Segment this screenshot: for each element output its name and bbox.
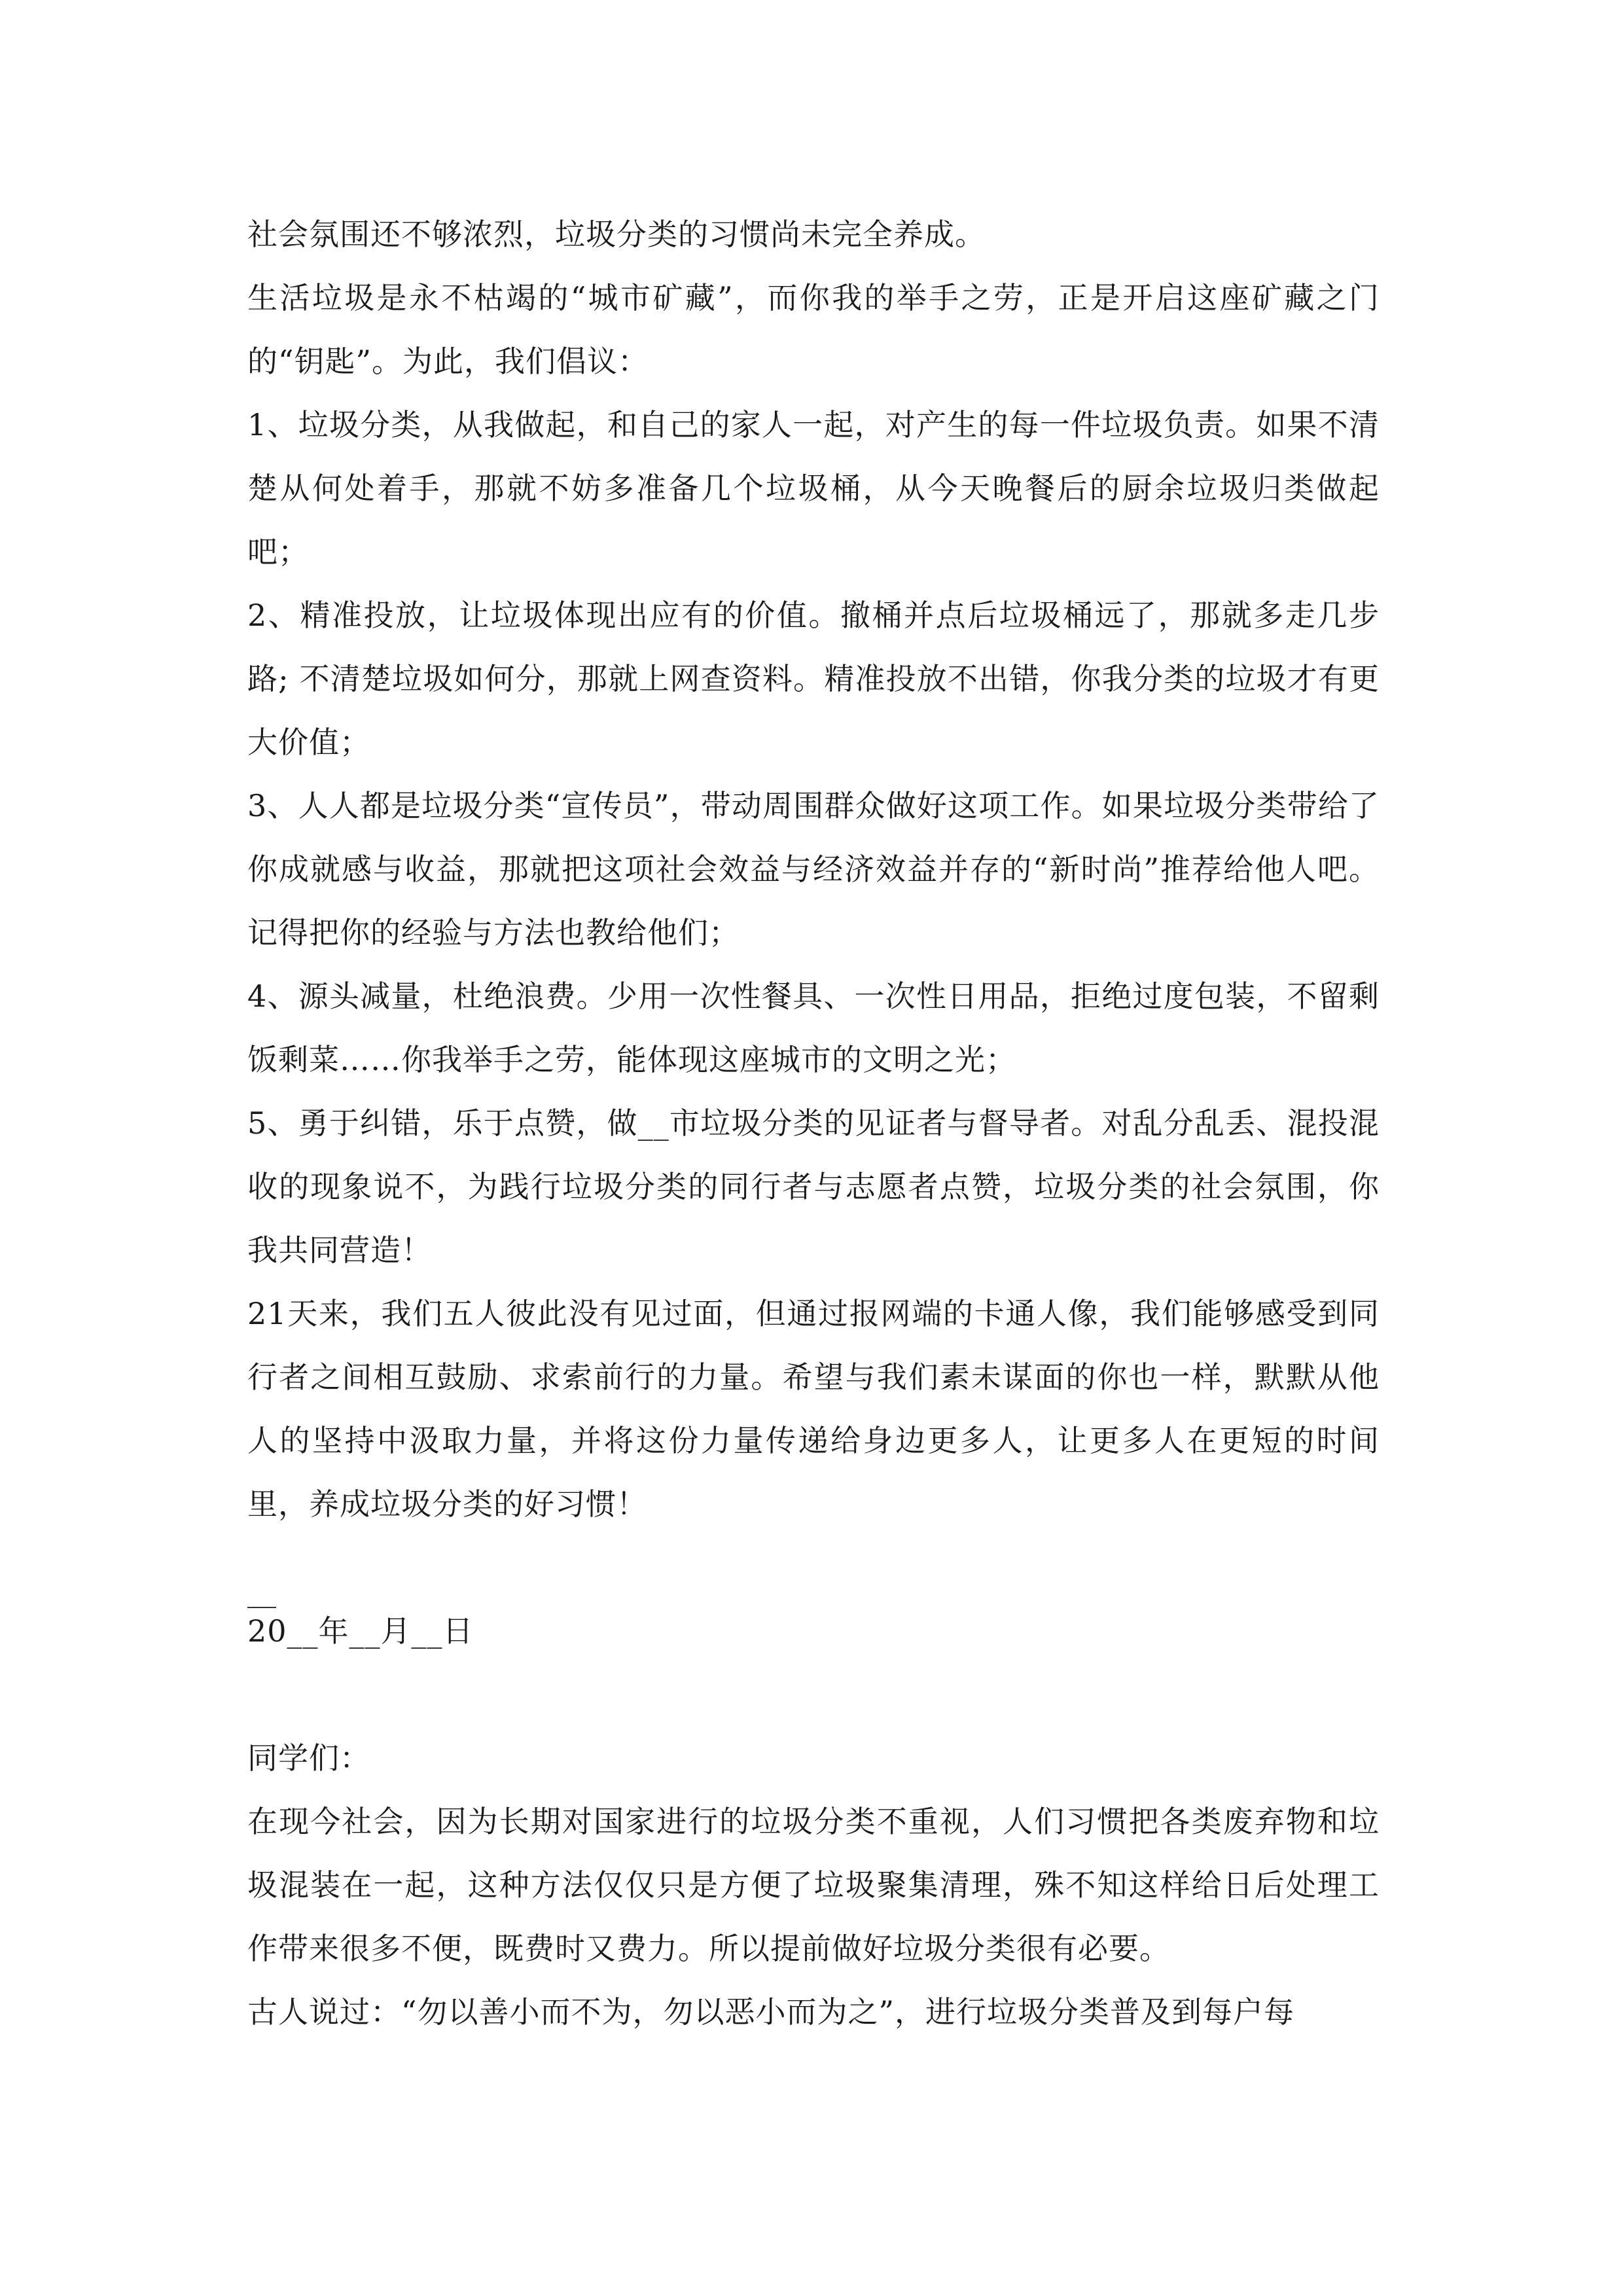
date-line: 20__年__月__日	[247, 1613, 474, 1649]
paragraph-city-mine: 生活垃圾是永不枯竭的“城市矿藏”，而你我的举手之劳，正是开启这座矿藏之门的“钥匙”。为此，我们倡议：	[247, 280, 1380, 379]
document-page	[247, 203, 1380, 2044]
paragraph-modern-society: 在现今社会，因为长期对国家进行的垃圾分类不重视，人们习惯把各类废弃物和垃圾混装在一起，这种方法仅仅只是方便了垃圾聚集清理，殊不知这样给日后处理工作带来很多不便，既费时又费力。所以提前做好垃圾分类很有必要。	[247, 1804, 1380, 1966]
paragraph-item-2: 2、精准投放，让垃圾体现出应有的价值。撤桶并点后垃圾桶远了，那就多走几步路; 不清楚垃圾如何分，那就上网查资料。精准投放不出错，你我分类的垃圾才有更大价值；	[247, 598, 1380, 760]
paragraph-item-1: 1、垃圾分类，从我做起，和自己的家人一起，对产生的每一件垃圾负责。如果不清楚从何处着手，那就不妨多准备几个垃圾桶，从今天晚餐后的厨余垃圾归类做起吧；	[247, 407, 1380, 569]
paragraph-item-5: 5、勇于纠错，乐于点赞，做__市垃圾分类的见证者与督导者。对乱分乱丢、混投混收的现象说不，为践行垃圾分类的同行者与志愿者点赞，垃圾分类的社会氛围，你我共同营造！	[247, 1105, 1380, 1268]
paragraph-item-3: 3、人人都是垃圾分类“宣传员”，带动周围群众做好这项工作。如果垃圾分类带给了你成就感与收益，那就把这项社会效益与经济效益并存的“新时尚”推荐给他人吧。记得把你的经验与方法也教给他们；	[247, 788, 1380, 950]
paragraph-item-4: 4、源头减量，杜绝浪费。少用一次性餐具、一次性日用品，拒绝过度包装，不留剩饭剩菜……你我举手之劳，能体现这座城市的文明之光；	[247, 978, 1380, 1077]
section-gap	[247, 1663, 1380, 1727]
greeting: 同学们：	[247, 1740, 370, 1776]
signature-blank-line	[247, 1536, 1380, 1600]
paragraph-atmosphere: 社会氛围还不够浓烈，垃圾分类的习惯尚未完全养成。	[247, 217, 986, 252]
paragraph-ancient-saying: 古人说过：“勿以善小而不为，勿以恶小而为之”，进行垃圾分类普及到每户每	[247, 1994, 1295, 2030]
paragraph-21-days: 21天来，我们五人彼此没有见过面，但通过报网端的卡通人像，我们能够感受到同行者之间相互鼓励、求索前行的力量。希望与我们素未谋面的你也一样，默默从他人的坚持中汲取力量，并将这份力量传递给身边更多人，让更多人在更短的时间里，养成垃圾分类的好习惯！	[247, 1296, 1380, 1522]
